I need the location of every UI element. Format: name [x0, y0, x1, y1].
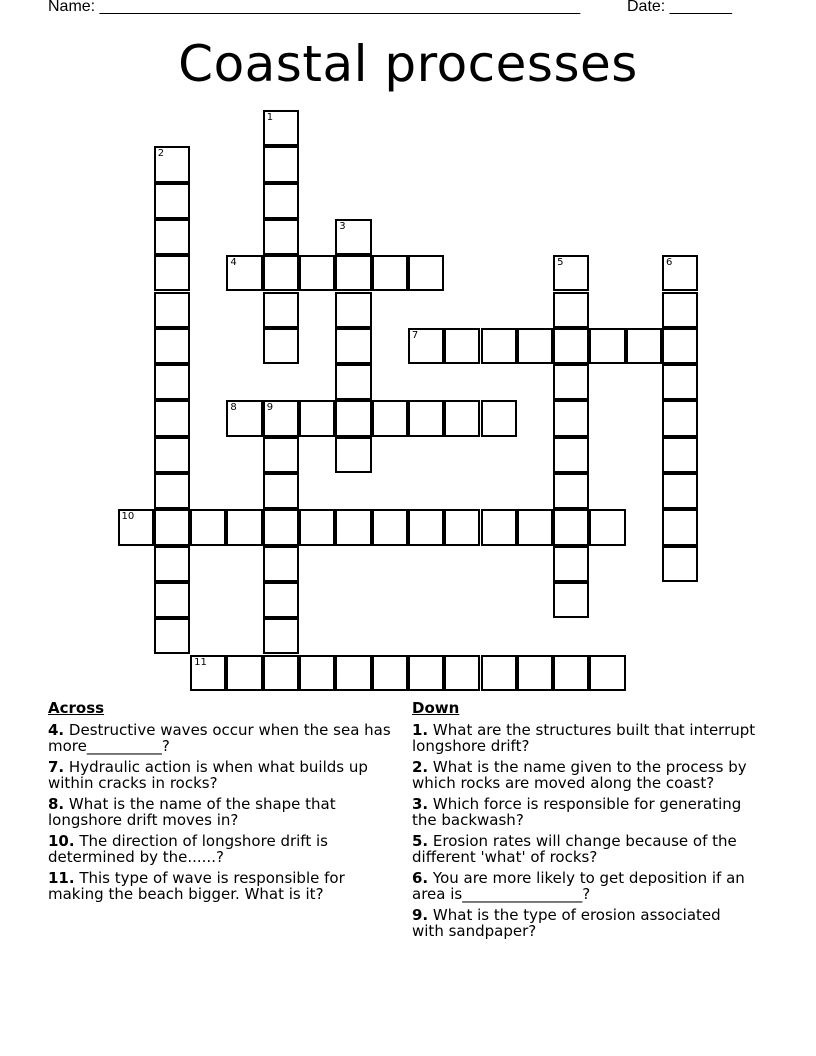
grid-cell[interactable] — [263, 146, 299, 182]
grid-cell[interactable] — [444, 328, 480, 364]
grid-cell[interactable] — [517, 328, 553, 364]
grid-cell[interactable] — [226, 509, 262, 545]
across-clue — [48, 796, 393, 829]
across-clue — [48, 722, 393, 755]
grid-cell[interactable] — [662, 255, 698, 291]
clue-number-label: 8. — [48, 794, 65, 813]
grid-cell[interactable] — [444, 655, 480, 691]
down-heading: Down — [412, 699, 460, 717]
clue-number-label: 10. — [48, 831, 75, 850]
grid-cell[interactable] — [553, 473, 589, 509]
grid-cell[interactable] — [444, 509, 480, 545]
clue-number: 1 — [266, 112, 274, 123]
clue-number-label: 9. — [412, 905, 429, 924]
clue-text: This type of wave is responsible for making the beach bigger. What is it? — [48, 868, 345, 903]
clue-number: 5 — [557, 257, 564, 269]
grid-cell[interactable] — [154, 546, 190, 582]
grid-cell[interactable] — [408, 509, 444, 545]
across-clue — [48, 759, 393, 792]
grid-cell[interactable] — [553, 582, 589, 618]
grid-cell[interactable] — [263, 292, 299, 328]
grid-cell[interactable] — [226, 255, 262, 291]
grid-cell[interactable] — [553, 364, 589, 400]
across-heading: Across — [48, 699, 105, 717]
grid-cell[interactable] — [263, 400, 299, 436]
grid-cell[interactable] — [263, 473, 299, 509]
grid-cell[interactable] — [299, 400, 335, 436]
across-clue-list — [48, 722, 393, 903]
grid-cell[interactable] — [444, 400, 480, 436]
grid-cell[interactable] — [662, 328, 698, 364]
clue-text: What are the structures built that interrupt longshore drift? — [412, 720, 756, 755]
grid-cell[interactable] — [154, 473, 190, 509]
grid-cell[interactable] — [154, 328, 190, 364]
clue-text: What is the name of the shape that longshore drift moves in? — [48, 794, 336, 829]
grid-cell[interactable] — [626, 328, 662, 364]
clue-number: 4 — [230, 257, 237, 269]
grid-cell[interactable] — [335, 509, 371, 545]
grid-cell[interactable] — [263, 255, 299, 291]
grid-cell[interactable] — [154, 364, 190, 400]
down-clue — [412, 833, 757, 866]
across-clue — [48, 833, 393, 866]
grid-cell[interactable] — [263, 509, 299, 545]
grid-cell[interactable] — [372, 509, 408, 545]
grid-cell[interactable] — [335, 292, 371, 328]
grid-cell[interactable] — [517, 655, 553, 691]
grid-cell[interactable] — [226, 400, 262, 436]
clue-number: 6 — [666, 257, 673, 269]
clue-number-label: 3. — [412, 794, 429, 813]
grid-cell[interactable] — [335, 255, 371, 291]
clue-number: 3 — [339, 220, 346, 232]
grid-cell[interactable] — [553, 509, 589, 545]
grid-cell[interactable] — [662, 473, 698, 509]
grid-cell[interactable] — [408, 655, 444, 691]
clue-number-label: 5. — [412, 831, 429, 850]
across-clue — [48, 870, 393, 903]
grid-cell[interactable] — [662, 546, 698, 582]
grid-cell[interactable] — [589, 655, 625, 691]
clue-text: The direction of longshore drift is determined by the......? — [48, 831, 328, 866]
grid-cell[interactable] — [662, 509, 698, 545]
grid-cell[interactable] — [553, 328, 589, 364]
clue-number: 9 — [266, 402, 274, 414]
grid-cell[interactable] — [662, 400, 698, 436]
grid-cell[interactable] — [408, 255, 444, 291]
grid-cell[interactable] — [553, 255, 589, 291]
grid-cell[interactable] — [154, 400, 190, 436]
grid-cell[interactable] — [299, 655, 335, 691]
grid-cell[interactable] — [553, 437, 589, 473]
grid-cell[interactable] — [372, 255, 408, 291]
grid-cell[interactable] — [335, 437, 371, 473]
grid-cell[interactable] — [481, 328, 517, 364]
grid-cell[interactable] — [154, 255, 190, 291]
grid-cell[interactable] — [589, 509, 625, 545]
grid-cell[interactable] — [335, 655, 371, 691]
grid-cell[interactable] — [118, 509, 154, 545]
grid-cell[interactable] — [190, 509, 226, 545]
grid-cell[interactable] — [263, 219, 299, 255]
grid-cell[interactable] — [154, 618, 190, 654]
grid-cell[interactable] — [263, 655, 299, 691]
clue-text: You are more likely to get deposition if an area is________________? — [412, 868, 745, 903]
clue-text: What is the name given to the process by which rocks are moved along the coast? — [412, 757, 747, 792]
clue-number-label: 11. — [48, 868, 75, 887]
grid-cell[interactable] — [662, 292, 698, 328]
clue-number: 8 — [230, 402, 237, 414]
grid-cell[interactable] — [154, 292, 190, 328]
grid-cell[interactable] — [335, 364, 371, 400]
clue-number: 10 — [121, 511, 135, 523]
grid-cell[interactable] — [154, 183, 190, 219]
clue-number-label: 4. — [48, 720, 65, 739]
clue-number: 7 — [411, 329, 419, 341]
clue-text: Hydraulic action is when what builds up within cracks in rocks? — [48, 757, 368, 792]
grid-cell[interactable] — [481, 509, 517, 545]
grid-cell[interactable] — [481, 655, 517, 691]
grid-cell[interactable] — [263, 582, 299, 618]
down-clue — [412, 907, 757, 940]
grid-cell[interactable] — [553, 292, 589, 328]
down-clue-list — [412, 722, 757, 940]
grid-cell[interactable] — [335, 328, 371, 364]
down-clue — [412, 722, 757, 755]
grid-cell[interactable] — [517, 509, 553, 545]
puzzle-title: Coastal processes — [178, 35, 638, 93]
grid-cell[interactable] — [299, 509, 335, 545]
clue-number-label: 6. — [412, 868, 429, 887]
clue-text: Which force is responsible for generating the backwash? — [412, 794, 742, 829]
clue-number-label: 7. — [48, 757, 65, 776]
grid-cell[interactable] — [372, 400, 408, 436]
grid-cell[interactable] — [154, 219, 190, 255]
clue-number-label: 1. — [412, 720, 429, 739]
clue-number: 2 — [157, 148, 165, 160]
clue-text: Destructive waves occur when the sea has more__________? — [48, 720, 391, 755]
grid-cell[interactable] — [372, 655, 408, 691]
grid-cell[interactable] — [553, 655, 589, 691]
clue-text: What is the type of erosion associated with sandpaper? — [412, 905, 721, 940]
down-clue — [412, 759, 757, 792]
down-clues — [412, 700, 757, 944]
grid-cell[interactable] — [481, 400, 517, 436]
grid-cell[interactable] — [263, 110, 299, 146]
grid-cell[interactable] — [263, 328, 299, 364]
grid-cell[interactable] — [263, 183, 299, 219]
down-clue — [412, 870, 757, 903]
grid-cell[interactable] — [154, 437, 190, 473]
clue-number: 11 — [194, 656, 207, 668]
grid-cell[interactable] — [662, 437, 698, 473]
date-field[interactable]: Date: _______ — [627, 0, 732, 15]
grid-cell[interactable] — [553, 546, 589, 582]
grid-cell[interactable] — [154, 146, 190, 182]
grid-cell[interactable] — [408, 400, 444, 436]
name-field[interactable]: Name: ______________________________________________________ — [48, 0, 581, 15]
clue-number-label: 2. — [412, 757, 429, 776]
clue-text: Erosion rates will change because of the different 'what' of rocks? — [412, 831, 737, 866]
across-clues — [48, 700, 393, 907]
grid-cell[interactable] — [263, 437, 299, 473]
grid-cell[interactable] — [263, 618, 299, 654]
grid-cell[interactable] — [263, 546, 299, 582]
grid-cell[interactable] — [662, 364, 698, 400]
grid-cell[interactable] — [154, 509, 190, 545]
down-clue — [412, 796, 757, 829]
grid-cell[interactable] — [226, 655, 262, 691]
grid-cell[interactable] — [299, 255, 335, 291]
grid-cell[interactable] — [553, 400, 589, 436]
grid-cell[interactable] — [335, 400, 371, 436]
grid-cell[interactable] — [408, 328, 444, 364]
grid-cell[interactable] — [335, 219, 371, 255]
grid-cell[interactable] — [154, 582, 190, 618]
grid-cell[interactable] — [190, 655, 226, 691]
grid-cell[interactable] — [589, 328, 625, 364]
